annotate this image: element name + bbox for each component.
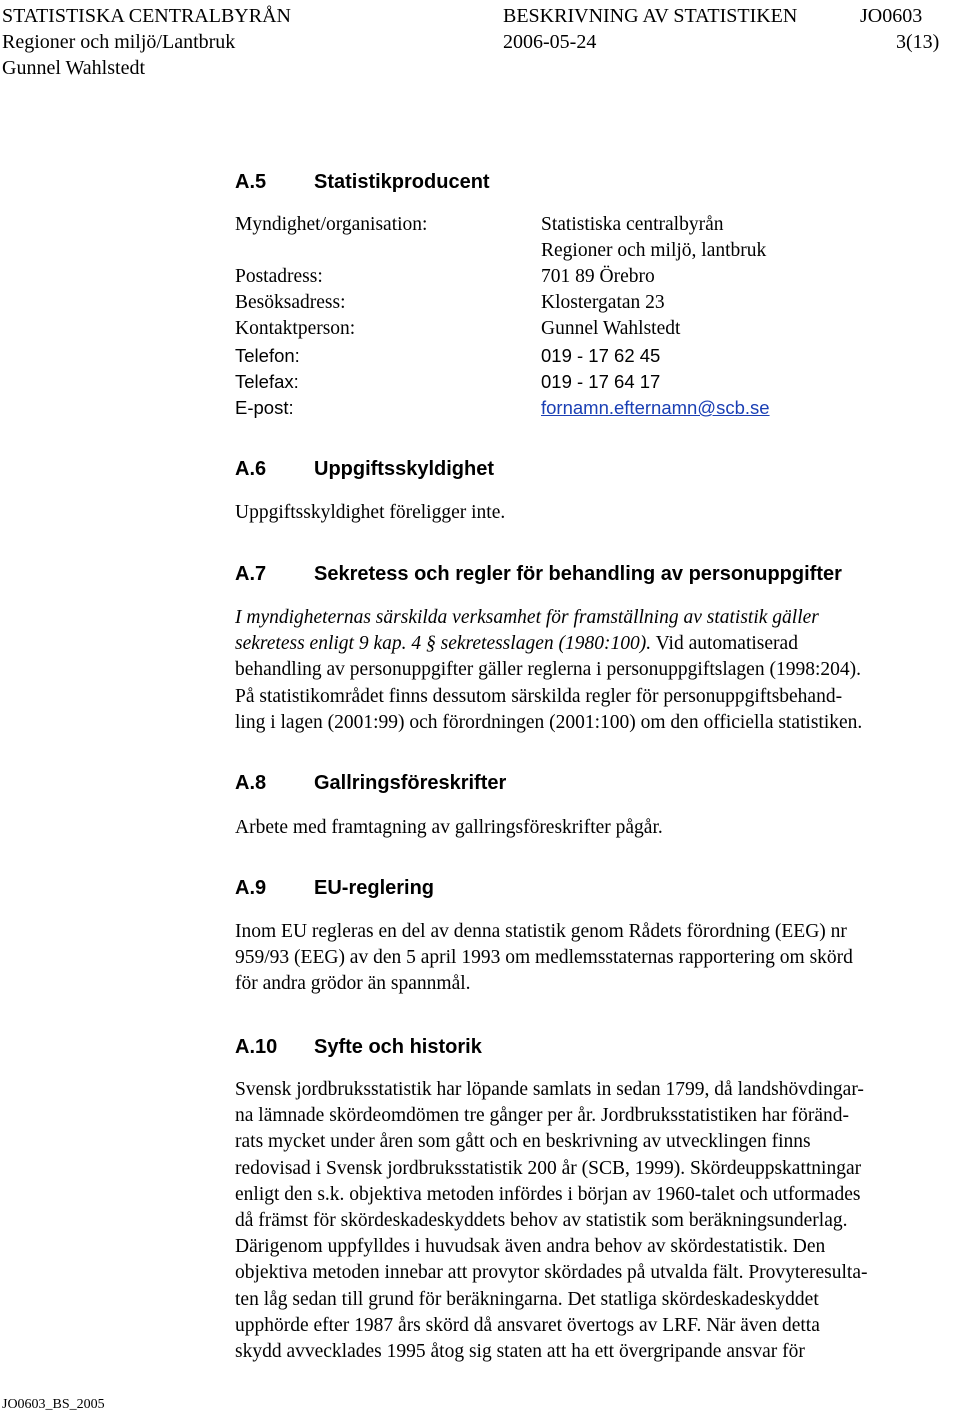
paragraph-line: rats mycket under åren som gått och en beskrivning av utvecklingen finns — [235, 1131, 811, 1153]
kontakt-label: Kontaktperson: — [235, 318, 356, 339]
myndighet-label: Myndighet/organisation: — [235, 214, 428, 235]
postadress-value: 701 89 Örebro — [541, 266, 655, 287]
section-title: Uppgiftsskyldighet — [314, 458, 495, 480]
header-doc-type: BESKRIVNING AV STATISTIKEN — [503, 5, 798, 27]
myndighet-value: Statistiska centralbyrån — [541, 214, 724, 235]
paragraph-line: objektiva metoden innebar att provytor skördades på utvalda fält. Provyteresulta- — [235, 1262, 868, 1284]
paragraph-line: för andra grödor än spannmål. — [235, 973, 471, 995]
header-dept: Regioner och miljö/Lantbruk — [2, 31, 236, 53]
section-text: Arbete med framtagning av gallringsföreskrifter pågår. — [235, 817, 663, 838]
telefon-label: Telefon: — [235, 345, 300, 366]
paragraph-line: ling i lagen (2001:99) och förordningen (2001:100) om den officiella statistiken. — [235, 711, 863, 733]
paragraph-line: sekretess enligt 9 kap. 4 § sekretesslagen (1980:100). Vid automatiserad — [235, 633, 798, 655]
paragraph-line: na lämnade skördeomdömen tre gånger per år. Jordbruksstatistiken har föränd- — [235, 1105, 850, 1127]
section-number: A.7 — [235, 563, 267, 585]
paragraph-line: Svensk jordbruksstatistik har löpande samlats in sedan 1799, då landshövdingar- — [235, 1079, 864, 1100]
section-paragraph — [235, 919, 955, 998]
footer-code: JO0603_BS_2005 — [2, 1397, 105, 1412]
telefon-value: 019 - 17 62 45 — [541, 345, 661, 366]
paragraph-line: behandling av personuppgifter gäller reglerna i personuppgiftslagen (1998:204). — [235, 659, 861, 681]
paragraph-line: ten låg sedan till grund för beräkningarna. Det statliga skördeskadeskyddet — [235, 1288, 819, 1310]
email-link[interactable]: fornamn.efternamn@scb.se — [541, 397, 770, 418]
section-title: Statistikproducent — [314, 171, 490, 193]
section-text: Uppgiftsskyldighet föreligger inte. — [235, 502, 506, 523]
paragraph-line: enligt den s.k. objektiva metoden infördes i början av 1960-talet och utformades — [235, 1183, 861, 1205]
paragraph-line: skydd avvecklades 1995 åtog sig staten att ha ett övergripande ansvar för — [235, 1341, 805, 1363]
telefax-label: Telefax: — [235, 371, 299, 392]
besoksadress-value: Klostergatan 23 — [541, 292, 665, 313]
header-org: STATISTISKA CENTRALBYRÅN — [2, 5, 291, 27]
paragraph-line: upphörde efter 1987 års skörd då ansvaret övertogs av LRF. När även detta — [235, 1314, 820, 1336]
section-number: A.6 — [235, 458, 267, 480]
paragraph-line: Därigenom uppfylldes i huvudsak även andra behov av skördestatistik. Den — [235, 1236, 826, 1258]
section-title: Gallringsföreskrifter — [314, 772, 507, 794]
epost-label: E-post: — [235, 397, 294, 418]
header-author: Gunnel Wahlstedt — [2, 57, 145, 79]
section-title: Sekretess och regler för behandling av personuppgifter — [314, 563, 842, 585]
kontakt-value: Gunnel Wahlstedt — [541, 318, 681, 339]
header-date: 2006-05-24 — [503, 31, 597, 53]
section-number: A.8 — [235, 772, 267, 794]
section-paragraph — [235, 605, 955, 736]
paragraph-line: då främst för skördeskadeskyddets behov av statistik som beräkningsunderlag. — [235, 1210, 848, 1232]
postadress-label: Postadress: — [235, 266, 323, 287]
section-number: A.9 — [235, 877, 267, 899]
paragraph-line-italic: sekretess enligt 9 kap. 4 § sekretesslagen (1980:100). — [235, 633, 652, 655]
paragraph-line: Inom EU regleras en del av denna statistik genom Rådets förordning (EEG) nr — [235, 921, 847, 942]
besoksadress-label: Besöksadress: — [235, 292, 346, 313]
section-title: EU-reglering — [314, 877, 435, 899]
paragraph-line: redovisad i Svensk jordbruksstatistik 200 år (SCB, 1999). Skördeuppskattningar — [235, 1157, 862, 1179]
paragraph-line: På statistikområdet finns dessutom särskilda regler för personuppgiftsbehand- — [235, 685, 843, 707]
paragraph-line: 959/93 (EEG) av den 5 april 1993 om medlemsstaternas rapportering om skörd — [235, 947, 853, 969]
myndighet-value-2: Regioner och miljö, lantbruk — [541, 240, 767, 261]
header-page: 3(13) — [896, 31, 940, 53]
section-title: Syfte och historik — [314, 1036, 482, 1058]
header-code: JO0603 — [860, 5, 923, 27]
section-paragraph — [235, 1077, 955, 1365]
paragraph-line: I myndigheternas särskilda verksamhet för framställning av statistik gäller — [235, 607, 819, 628]
section-number: A.5 — [235, 171, 267, 193]
section-number: A.10 — [235, 1036, 278, 1058]
telefax-value: 019 - 17 64 17 — [541, 371, 661, 392]
